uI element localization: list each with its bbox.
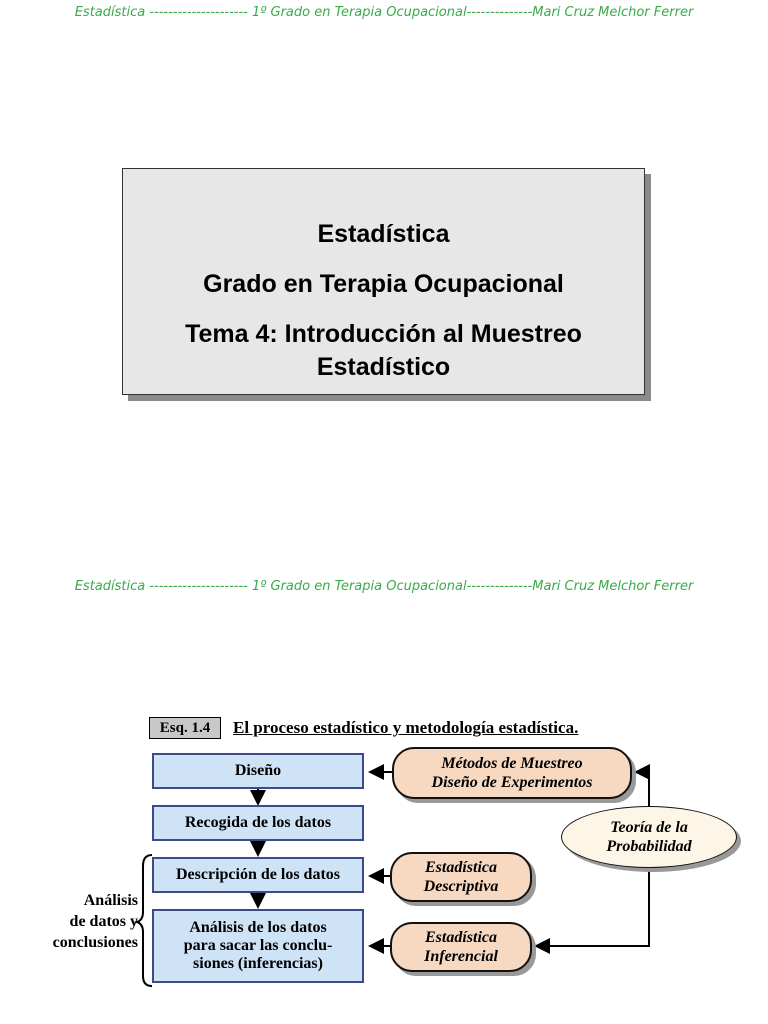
step-diseno: Diseño bbox=[152, 753, 364, 789]
degree-title: Grado en Terapia Ocupacional bbox=[203, 270, 564, 298]
side-label-line1: Análisis bbox=[83, 892, 138, 909]
oval-muestreo-line1: Métodos de Muestreo bbox=[441, 755, 583, 772]
step-analisis-line3: siones (inferencias) bbox=[193, 955, 323, 972]
ellipse-teoria-probabilidad bbox=[561, 806, 737, 868]
step-analisis-line2: para sacar las conclu- bbox=[183, 937, 333, 954]
teoria-line2: Probabilidad bbox=[606, 838, 692, 855]
oval-descriptiva-line1: Estadística bbox=[424, 859, 497, 876]
teoria-line1: Teoría de la bbox=[610, 819, 688, 836]
scheme-number-label: Esq. 1.4 bbox=[149, 717, 221, 739]
topic-title-line2: Estadístico bbox=[316, 353, 451, 381]
side-label-analisis bbox=[24, 890, 138, 953]
diagram-title: El proceso estadístico y metodología estadística. bbox=[233, 718, 579, 737]
step-descripcion: Descripción de los datos bbox=[152, 857, 364, 893]
side-label-line2: de datos y bbox=[69, 913, 138, 930]
oval-inferencial-line1: Estadística bbox=[424, 929, 497, 946]
oval-descriptiva-line2: Descriptiva bbox=[423, 878, 499, 895]
oval-muestreo-line2: Diseño de Experimentos bbox=[431, 774, 593, 791]
side-label-line3: conclusiones bbox=[52, 934, 138, 951]
step-analisis-line1: Análisis de los datos bbox=[189, 919, 327, 936]
title-box bbox=[122, 168, 645, 395]
topic-title-line1: Tema 4: Introducción al Muestreo bbox=[185, 320, 582, 348]
oval-estadistica-descriptiva bbox=[390, 852, 532, 902]
step-analisis bbox=[152, 909, 364, 983]
page-header-top: Estadística --------------------- 1º Grado en Terapia Ocupacional--------------Mari Cruz Melchor Ferrer bbox=[74, 5, 694, 20]
step-recogida: Recogida de los datos bbox=[152, 805, 364, 841]
page-header-bottom: Estadística --------------------- 1º Grado en Terapia Ocupacional--------------Mari Cruz Melchor Ferrer bbox=[74, 579, 694, 594]
oval-inferencial-line2: Inferencial bbox=[424, 948, 498, 965]
oval-estadistica-inferencial bbox=[390, 922, 532, 972]
course-title: Estadística bbox=[317, 220, 450, 248]
process-diagram bbox=[0, 700, 768, 1000]
oval-metodos-muestreo bbox=[392, 747, 632, 799]
